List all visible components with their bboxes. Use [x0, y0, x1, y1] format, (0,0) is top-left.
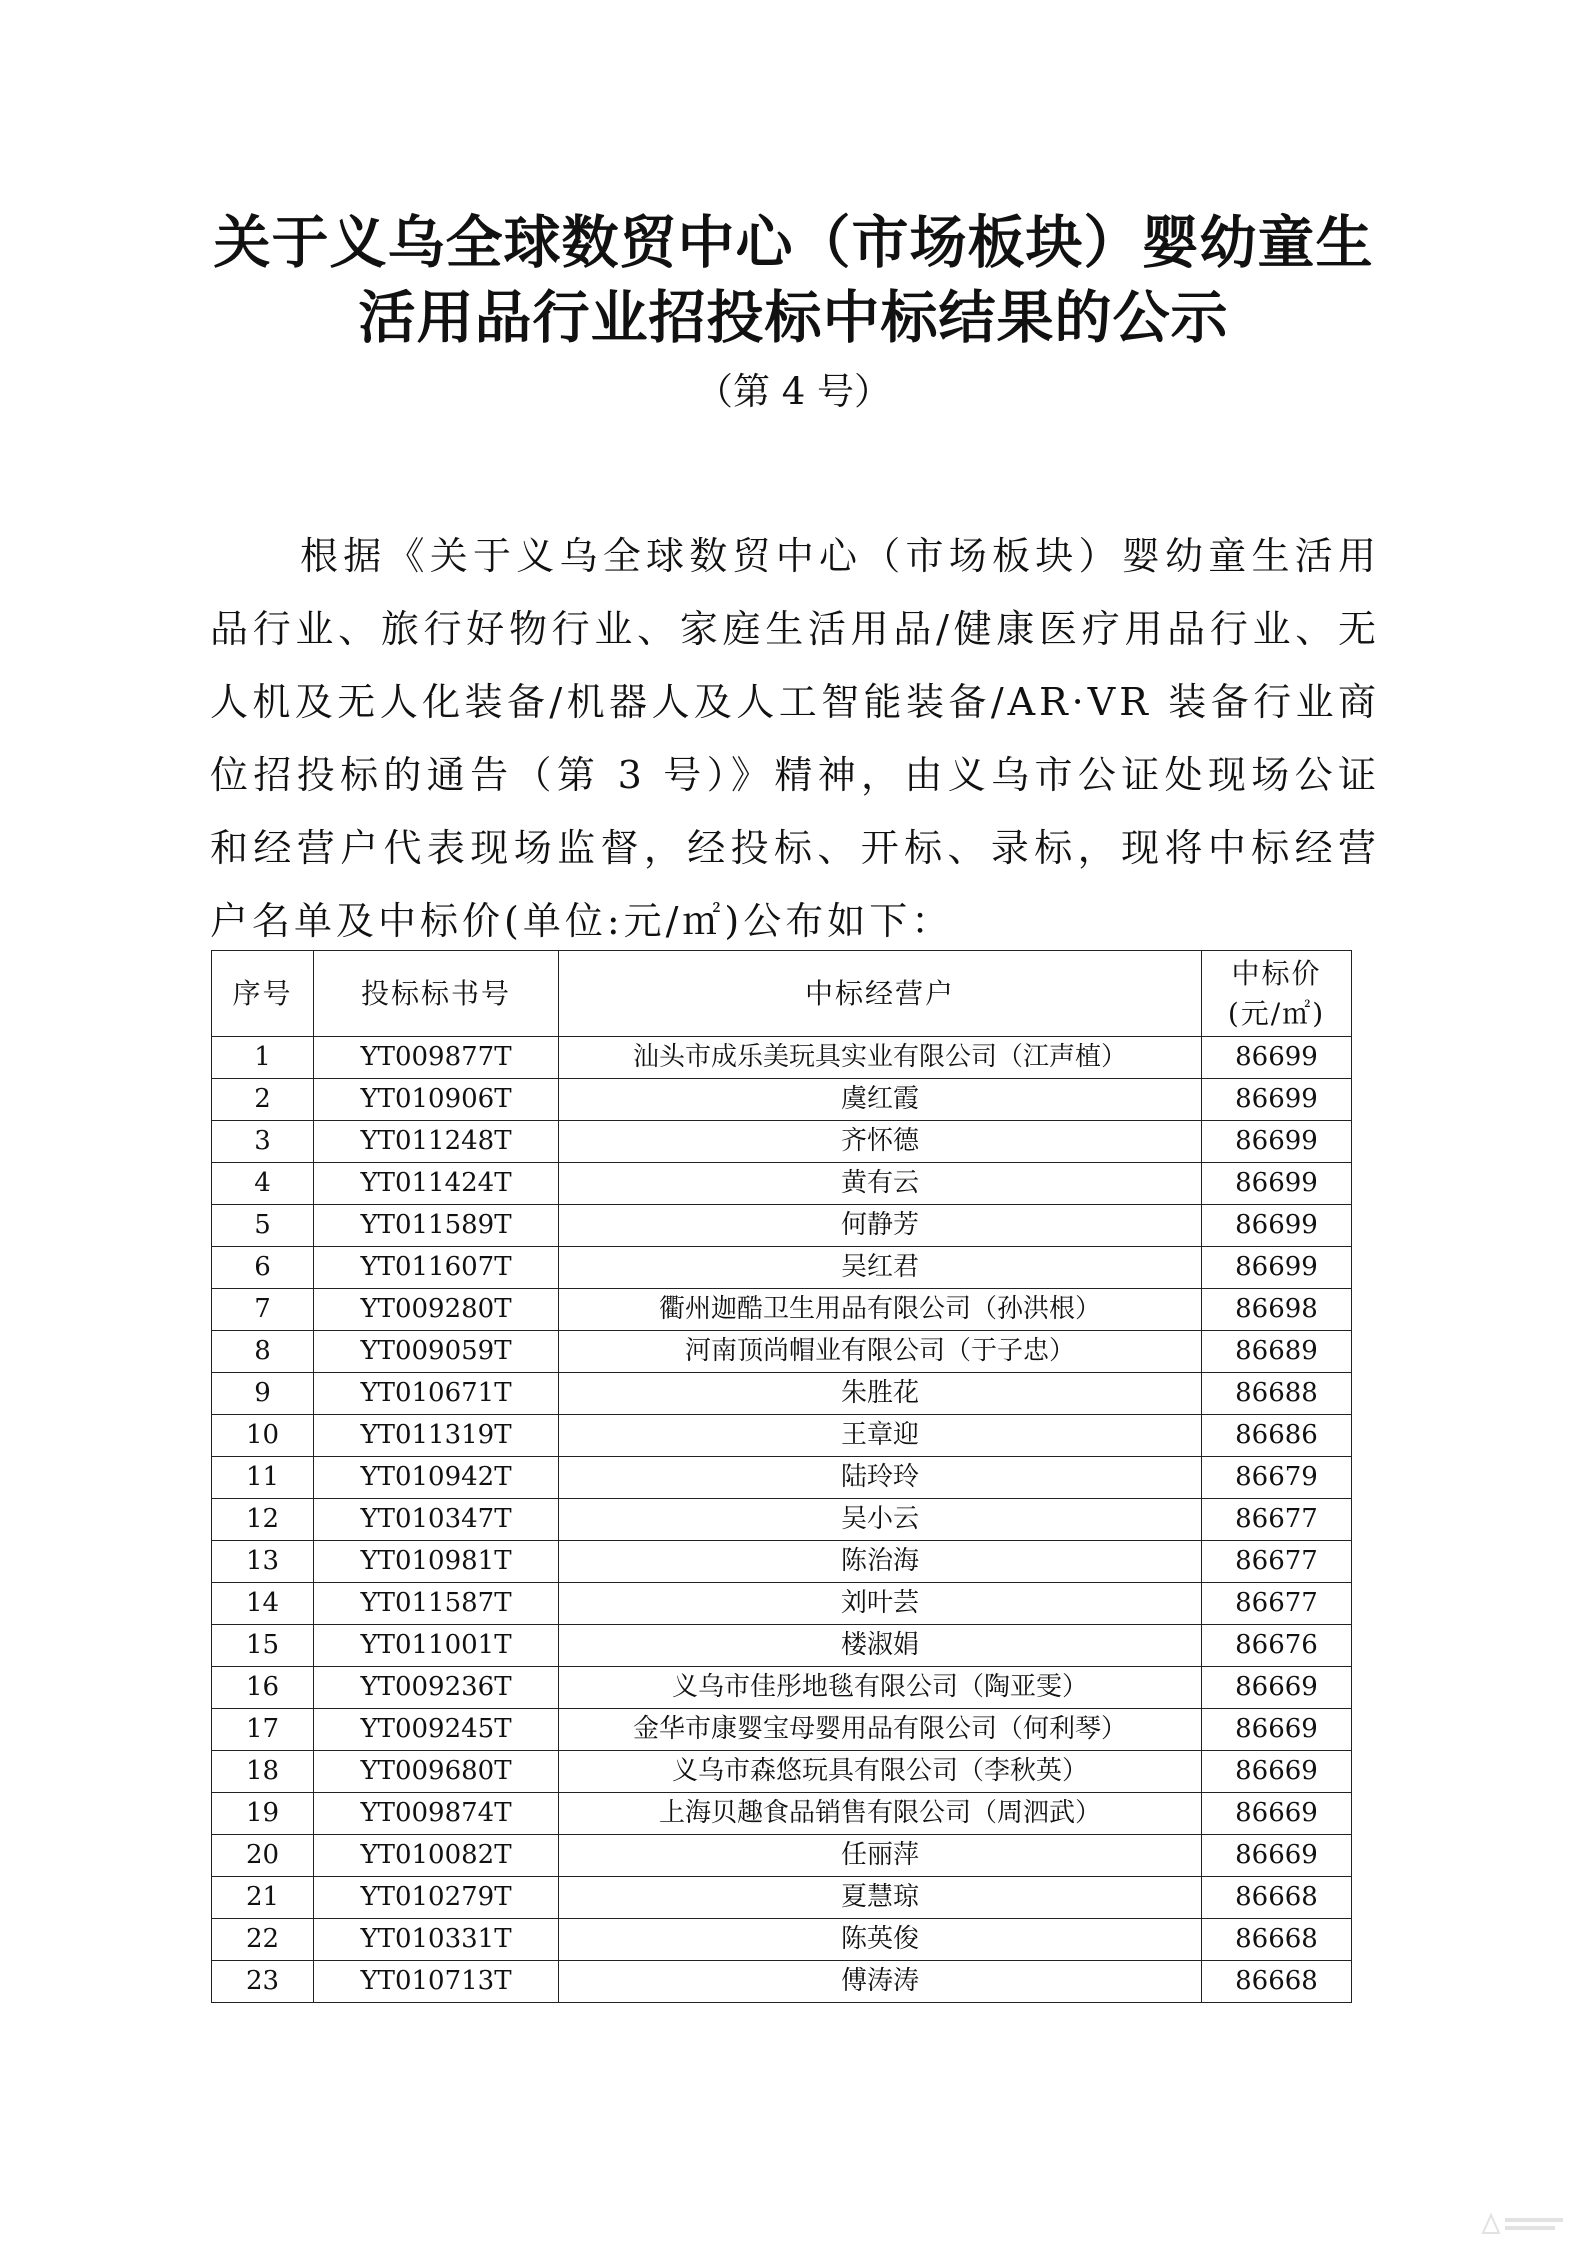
table-row: [212, 1163, 1352, 1205]
cell-winner: 河南顶尚帽业有限公司（于子忠）: [559, 1331, 1202, 1373]
table-row: [212, 1289, 1352, 1331]
table-row: [212, 1331, 1352, 1373]
cell-seq: 14: [212, 1583, 314, 1625]
cell-price: 86677: [1202, 1499, 1352, 1541]
announcement-paragraph: [210, 520, 1380, 958]
cell-winner: 齐怀德: [559, 1121, 1202, 1163]
cell-winner: 汕头市成乐美玩具实业有限公司（江声植）: [559, 1037, 1202, 1079]
cell-winner: 陈英俊: [559, 1919, 1202, 1961]
cell-seq: 21: [212, 1877, 314, 1919]
cell-price: 86679: [1202, 1457, 1352, 1499]
cell-winner: 金华市康婴宝母婴用品有限公司（何利琴）: [559, 1709, 1202, 1751]
cell-winner: 何静芳: [559, 1205, 1202, 1247]
cell-winner: 任丽萍: [559, 1835, 1202, 1877]
cell-price: 86668: [1202, 1919, 1352, 1961]
cell-price: 86669: [1202, 1709, 1352, 1751]
cell-bid-number: YT010981T: [314, 1541, 559, 1583]
cell-seq: 19: [212, 1793, 314, 1835]
cell-price: 86699: [1202, 1247, 1352, 1289]
cell-bid-number: YT011587T: [314, 1583, 559, 1625]
cell-seq: 13: [212, 1541, 314, 1583]
table-row: [212, 1667, 1352, 1709]
cell-bid-number: YT009874T: [314, 1793, 559, 1835]
table-row: [212, 1457, 1352, 1499]
cell-seq: 9: [212, 1373, 314, 1415]
cell-seq: 22: [212, 1919, 314, 1961]
table-row: [212, 1205, 1352, 1247]
table-body: [212, 1037, 1352, 2003]
cell-price: 86669: [1202, 1667, 1352, 1709]
table-row: [212, 1541, 1352, 1583]
cell-winner: 朱胜花: [559, 1373, 1202, 1415]
paragraph-line: 品行业、旅行好物行业、家庭生活用品/健康医疗用品行业、无: [210, 607, 1380, 651]
table-header: [212, 951, 1352, 1037]
header-price: [1202, 951, 1352, 1037]
cell-winner: 王章迎: [559, 1415, 1202, 1457]
cell-bid-number: YT009245T: [314, 1709, 559, 1751]
cell-seq: 11: [212, 1457, 314, 1499]
cell-price: 86669: [1202, 1751, 1352, 1793]
table-row: [212, 1247, 1352, 1289]
cell-bid-number: YT009236T: [314, 1667, 559, 1709]
cell-seq: 12: [212, 1499, 314, 1541]
cell-bid-number: YT011607T: [314, 1247, 559, 1289]
cell-bid-number: YT010906T: [314, 1079, 559, 1121]
cell-price: 86699: [1202, 1163, 1352, 1205]
cell-winner: 楼淑娟: [559, 1625, 1202, 1667]
paragraph-line: 位招投标的通告（第 3 号）》精神，由义乌市公证处现场公证: [210, 753, 1380, 797]
cell-seq: 1: [212, 1037, 314, 1079]
table-row: [212, 1793, 1352, 1835]
cell-winner: 刘叶芸: [559, 1583, 1202, 1625]
cell-price: 86689: [1202, 1331, 1352, 1373]
cell-seq: 4: [212, 1163, 314, 1205]
cell-bid-number: YT011589T: [314, 1205, 559, 1247]
cell-seq: 2: [212, 1079, 314, 1121]
header-bid-number: 投标标书号: [314, 951, 559, 1037]
table-row: [212, 1079, 1352, 1121]
header-winner: 中标经营户: [559, 951, 1202, 1037]
cell-bid-number: YT009877T: [314, 1037, 559, 1079]
table-row: [212, 1037, 1352, 1079]
cell-bid-number: YT009059T: [314, 1331, 559, 1373]
cell-winner: 傅涛涛: [559, 1961, 1202, 2003]
cell-winner: 衢州迦酷卫生用品有限公司（孙洪根）: [559, 1289, 1202, 1331]
table-row: [212, 1961, 1352, 2003]
cell-price: 86699: [1202, 1079, 1352, 1121]
cell-bid-number: YT010713T: [314, 1961, 559, 2003]
cell-winner: 虞红霞: [559, 1079, 1202, 1121]
cell-seq: 15: [212, 1625, 314, 1667]
table-row: [212, 1751, 1352, 1793]
table-row: [212, 1919, 1352, 1961]
cell-price: 86677: [1202, 1541, 1352, 1583]
cell-winner: 上海贝趣食品销售有限公司（周泗武）: [559, 1793, 1202, 1835]
header-price-label: 中标价: [1231, 956, 1322, 990]
cell-bid-number: YT010671T: [314, 1373, 559, 1415]
cell-bid-number: YT010082T: [314, 1835, 559, 1877]
cell-winner: 陆玲玲: [559, 1457, 1202, 1499]
cell-price: 86688: [1202, 1373, 1352, 1415]
cell-seq: 3: [212, 1121, 314, 1163]
table-row: [212, 1583, 1352, 1625]
cell-seq: 5: [212, 1205, 314, 1247]
paragraph-line: 和经营户代表现场监督，经投标、开标、录标，现将中标经营: [210, 826, 1380, 870]
cell-price: 86699: [1202, 1121, 1352, 1163]
cell-price: 86699: [1202, 1037, 1352, 1079]
cell-price: 86668: [1202, 1961, 1352, 2003]
table-row: [212, 1373, 1352, 1415]
table-row: [212, 1835, 1352, 1877]
table-row: [212, 1415, 1352, 1457]
cell-seq: 16: [212, 1667, 314, 1709]
publisher-logo-icon: [1479, 2209, 1569, 2239]
paragraph-line: 根据《关于义乌全球数贸中心（市场板块）婴幼童生活用: [300, 534, 1380, 578]
table-row: [212, 1499, 1352, 1541]
cell-price: 86676: [1202, 1625, 1352, 1667]
table-header-row: [212, 951, 1352, 1037]
table-row: [212, 1877, 1352, 1919]
document-title-line-1: 关于义乌全球数贸中心（市场板块）婴幼童生: [213, 210, 1374, 276]
document-title-line-2: 活用品行业招投标中标结果的公示: [358, 285, 1229, 351]
cell-winner: 夏慧琼: [559, 1877, 1202, 1919]
cell-price: 86698: [1202, 1289, 1352, 1331]
cell-winner: 吴小云: [559, 1499, 1202, 1541]
cell-seq: 7: [212, 1289, 314, 1331]
cell-price: 86677: [1202, 1583, 1352, 1625]
cell-price: 86668: [1202, 1877, 1352, 1919]
cell-winner: 黄有云: [559, 1163, 1202, 1205]
cell-bid-number: YT011001T: [314, 1625, 559, 1667]
cell-bid-number: YT010942T: [314, 1457, 559, 1499]
cell-bid-number: YT009680T: [314, 1751, 559, 1793]
cell-price: 86699: [1202, 1205, 1352, 1247]
cell-price: 86669: [1202, 1793, 1352, 1835]
cell-bid-number: YT010331T: [314, 1919, 559, 1961]
header-price-unit: (元/㎡): [1227, 996, 1326, 1030]
cell-price: 86686: [1202, 1415, 1352, 1457]
table-row: [212, 1709, 1352, 1751]
cell-seq: 20: [212, 1835, 314, 1877]
cell-seq: 18: [212, 1751, 314, 1793]
cell-bid-number: YT011424T: [314, 1163, 559, 1205]
cell-bid-number: YT010279T: [314, 1877, 559, 1919]
cell-bid-number: YT009280T: [314, 1289, 559, 1331]
cell-price: 86669: [1202, 1835, 1352, 1877]
cell-seq: 8: [212, 1331, 314, 1373]
cell-bid-number: YT011319T: [314, 1415, 559, 1457]
cell-winner: 陈治海: [559, 1541, 1202, 1583]
cell-bid-number: YT010347T: [314, 1499, 559, 1541]
cell-seq: 10: [212, 1415, 314, 1457]
table-row: [212, 1625, 1352, 1667]
winning-bids-table: [211, 950, 1352, 2003]
cell-seq: 17: [212, 1709, 314, 1751]
paragraph-line: 人机及无人化装备/机器人及人工智能装备/AR·VR 装备行业商: [210, 680, 1380, 724]
table-row: [212, 1121, 1352, 1163]
cell-seq: 6: [212, 1247, 314, 1289]
cell-bid-number: YT011248T: [314, 1121, 559, 1163]
cell-winner: 义乌市佳彤地毯有限公司（陶亚雯）: [559, 1667, 1202, 1709]
cell-winner: 吴红君: [559, 1247, 1202, 1289]
paragraph-line: 户名单及中标价(单位:元/㎡)公布如下：: [210, 899, 954, 943]
issue-number: （第 4 号）: [695, 370, 892, 413]
cell-winner: 义乌市森悠玩具有限公司（李秋英）: [559, 1751, 1202, 1793]
header-seq: 序号: [212, 951, 314, 1037]
cell-seq: 23: [212, 1961, 314, 2003]
